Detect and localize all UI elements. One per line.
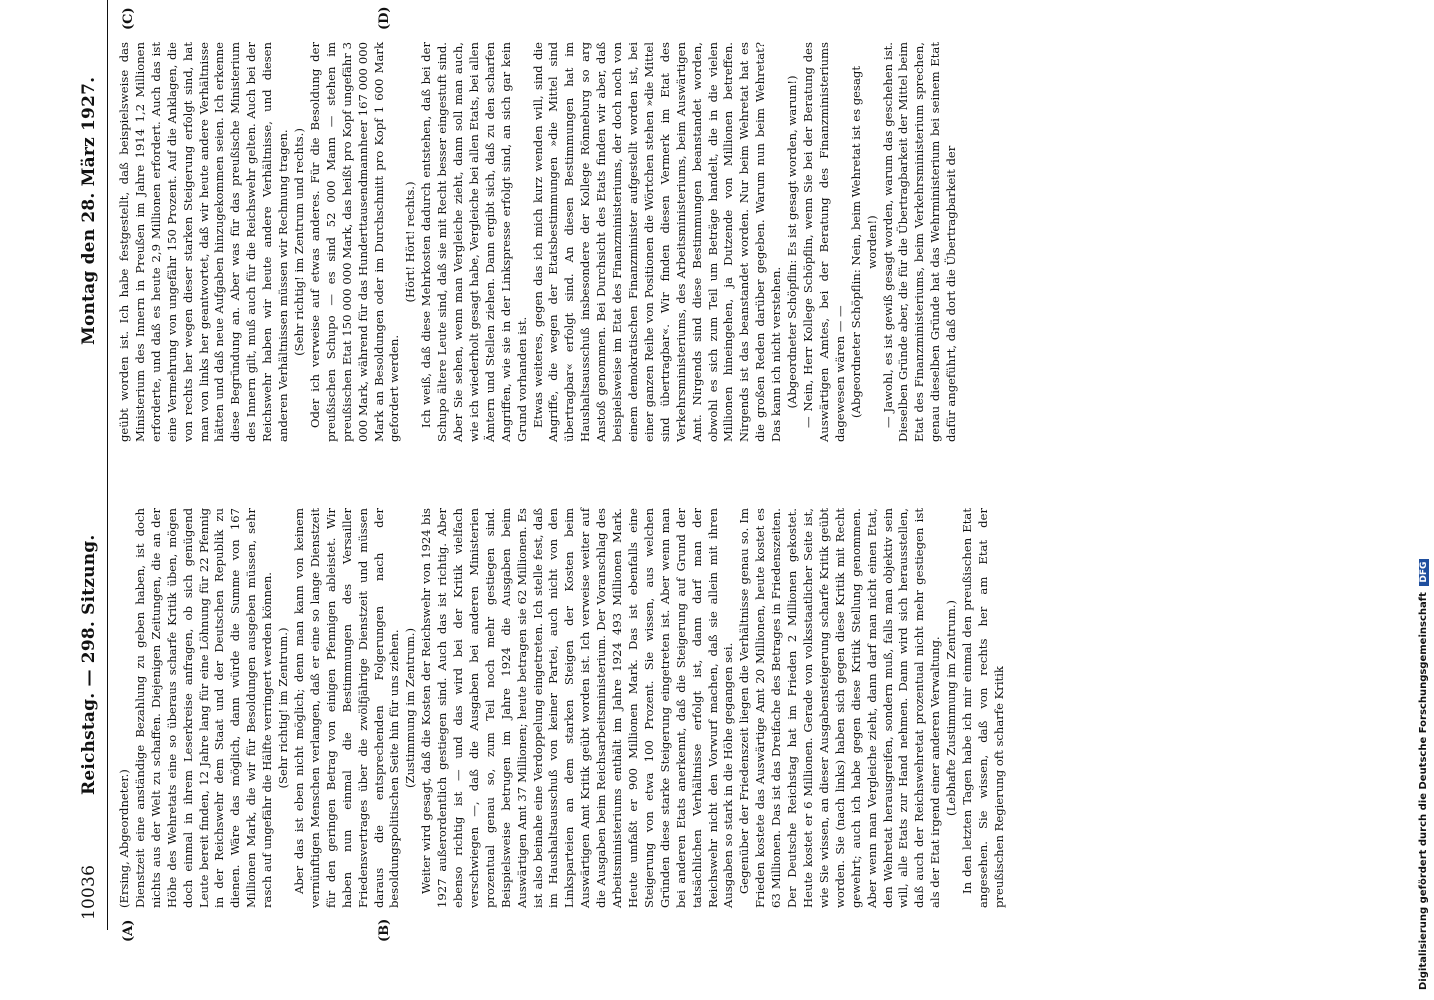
document-page	[77, 0, 1006, 942]
interjection: (Lebhafte Zustimmung im Zentrum.)	[944, 600, 959, 816]
paragraph: Aber das ist eben nicht möglich; denn man kann von keinem vernünftigen Menschen verlangen, daß er eine so lange Dienstzeit für den geringen Betrag von einigen Pfennigen ableistet. Wir haben nun einmal die Bestimmungen des Versailler Friedensvertrages über die zwölfjährige Dienstzeit und müssen daraus die entsprechenden Folgerungen nach der besoldungspolitischen Seite hin für uns ziehen.	[291, 508, 402, 908]
paragraph: (Ersing, Abgeordneter.)	[117, 769, 131, 908]
paragraph: Oder ich verweise auf etwas anderes. Für die Besoldung der preußischen Schupo — es sind 52 000 Mann — stehen im preußischen Etat 150 000 000 Mark, das heißt pro Kopf ungefähr 3 000 Mark, während für das Hunderttausendmannheer 167 000 000 Mark an Besoldungen oder im Durchschnitt pro Kopf 1 600 Mark gefordert werden.	[307, 42, 402, 442]
paragraph: Dienstzeit eine anständige Bezahlung zu geben haben, ist doch nichts aus der Welt zu schaffen. Diejenigen Zeitungen, die an der Höhe des Wehretats eine so überaus scharfe Kritik üben, mögen doch einmal in ihrem Leserkreise anfragen, ob sich genügend Leute bereit finden, 12 Jahre lang für eine Löhnung für 22 Pfennig in der Reichswehr dem Staat und der Deutschen Republik zu dienen. Wäre das möglich, dann würde die Summe von 167 Millionen Mark, die wir für Besoldungen ausgeben müssen, sehr rasch auf ungefähr die Hälfte verringert werden können.	[132, 508, 275, 908]
margin-marker-c: (C)	[121, 7, 136, 30]
header-left-title: Reichstag. — 298. Sitzung.	[79, 534, 99, 795]
paragraph: Gegenüber der Friedenszeit liegen die Verhältnisse genau so. Im Frieden kostete das Auswärtige Amt 20 Millionen, heute kostet es 63 Millionen. Das ist das Dreifache des Betrages in Friedenszeiten. Der Deutsche Reichstag hat im Frieden 2 Millionen gekostet. Heute kostet er 6 Millionen. Gerade von volksstaatlicher Seite ist, wie Sie wissen, an dieser Ausgabensteigerung scharfe Kritik geübt worden. Sie (nach links) haben sich gegen diese Kritik mit Recht gewehrt; auch ich habe gegen diese Kritik Stellung genommen. Aber wenn man Vergleiche zieht, dann darf man nicht einen Etat, den Wehretat herausgreifen, sondern muß, falls man objektiv sein will, alle Etats zur Hand nehmen. Dann wird sich herausstellen, daß auch der Reichswehretat prozentual nicht mehr gestiegen ist als der Etat irgend einer anderen Verwaltung.	[737, 508, 943, 908]
paragraph: In den letzten Tagen habe ich mir einmal den preußischen Etat angesehen. Sie wissen, daß von rechts her am Etat der preußischen Regierung oft scharfe Kritik	[960, 508, 1006, 908]
margin-marker-a: (A)	[121, 919, 136, 942]
interjection: (Abgeordneter Schöpflin: Nein, beim Wehretat ist es gesagt worden!)	[848, 66, 879, 418]
paragraph: Ich weiß, daß diese Mehrkosten dadurch entstehen, daß bei der Schupo ältere Leute sind, daß sie mit Recht besser eingestuft sind. Aber Sie sehen, wenn man Vergleiche zieht, dann soll man auch, wie ich wiederholt gesagt habe, Vergleiche bei allen Etats, bei allen Ämtern und Stellen ziehen. Dann ergibt sich, daß zu den scharfen Angriffen, wie sie in der Linkspresse erfolgt sind, an sich gar kein Grund vorhanden ist.	[419, 42, 529, 442]
interjection: (Sehr richtig! im Zentrum.)	[276, 627, 291, 789]
header-rule	[107, 0, 108, 930]
interjection: (Hört! Hört! rechts.)	[403, 181, 418, 303]
paragraph: — Nein, Herr Kollege Schöpflin, wenn Sie bei der Beratung des Auswärtigen Amtes, bei der Beratung des Finanzministeriums dagewesen wären — —	[800, 42, 847, 442]
dfg-logo: DFG	[1419, 559, 1429, 586]
page-header	[77, 0, 105, 930]
interjection: (Zustimmung im Zentrum.)	[403, 627, 418, 789]
interjection: (Abgeordneter Schöpflin: Es ist gesagt worden, warum!)	[785, 75, 800, 409]
paragraph: Etwas weiteres, gegen das ich mich kurz wenden will, sind die Angriffe, die wegen der Etatsbestimmungen »die Mittel sind übertragbar« erfolgt sind. An diesen Bestimmungen hat im Haushaltsausschuß insbesondere der Kollege Rönneburg so arg Anstoß genommen. Bei Durchsicht des Etats finden wir aber, daß beispielsweise im Etat des Finanzministeriums, der doch noch von einem demokratischen Finanzminister aufgestellt worden ist, bei einer ganzen Reihe von Positionen die Wörtchen stehen »die Mittel sind übertragbar«. Wir finden diesen Vermerk im Etat des Verkehrsministeriums, des Arbeitsministeriums, beim Auswärtigen Amt. Nirgends sind diese Bestimmungen beanstandet worden, obwohl es sich zum Teil um Beträge handelt, die in die vielen Millionen hineingehen, ja Dutzende von Millionen betreffen. Nirgends ist das beanstandet worden. Nur beim Wehretat hat es die großen Reden darüber gegeben. Warum nun beim Wehretat? Das kann ich nicht verstehen.	[530, 42, 784, 442]
paragraph: Weiter wird gesagt, daß die Kosten der Reichswehr von 1924 bis 1927 außerordentlich gestiegen sind. Auch das ist richtig. Aber ebenso richtig ist — und das wird bei der Kritik vielfach verschwiegen —, daß die Ausgaben bei anderen Ministerien prozentual genau so, zum Teil noch mehr gestiegen sind. Beispielsweise betrugen im Jahre 1924 die Ausgaben beim Auswärtigen Amt 37 Millionen; heute betragen sie 62 Millionen. Es ist also beinahe eine Verdoppelung eingetreten. Ich stelle fest, daß im Haushaltsausschuß von keiner Partei, auch nicht von den Linksparteien an dem starken Steigen der Kosten beim Auswärtigen Amt Kritik geübt worden ist. Ich verweise weiter auf die Ausgaben beim Reichsarbeitsministerium. Der Voranschlag des Arbeitsministeriums enthält im Jahre 1924 493 Millionen Mark. Heute umfaßt er 900 Millionen Mark. Das ist ebenfalls eine Steigerung von etwa 100 Prozent. Sie wissen, aus welchen Gründen diese starke Steigerung eingetreten ist. Aber wenn man bei anderen Etats anerkennt, daß die Steigerung auf Grund der tatsächlichen Verhältnisse erfolgt ist, dann darf man der Reichswehr nicht den Vorwurf machen, daß sie allein mit ihren Ausgaben so stark in die Höhe gegangen sei.	[419, 508, 736, 908]
paragraph: — Jawohl, es ist gewiß gesagt worden, warum das geschehen ist. Dieselben Gründe aber, die für die Übertragbarkeit der Mittel beim Etat des Finanzministeriums, beim Verkehrsministerium sprechen, genau dieselben Gründe hat das Wehrministerium bei seinem Etat dafür angeführt, daß dort die Übertragbarkeit der	[880, 42, 959, 442]
text-column-right	[117, 42, 960, 442]
margin-marker-b: (B)	[377, 918, 392, 942]
text-column-left	[117, 508, 1008, 908]
paragraph: geübt worden ist. Ich habe festgestellt, daß beispielsweise das Ministerium des Innern in Preußen im Jahre 1914 1,2 Millionen erforderte, und daß es heute 2,9 Millionen erfordert. Auch das ist eine Vermehrung von ungefähr 150 Prozent. Auf die Anklagen, die von rechts her wegen dieser starken Steigerung erfolgt sind, hat man von links her geantwortet, daß wir heute andere Verhältnisse hätten und daß neue Aufgaben hinzugekommen seien. Ich erkenne diese Begründung an. Aber was für das preußische Ministerium des Innern gilt, muß auch für die Reichswehr gelten. Auch bei der Reichswehr haben wir heute andere Verhältnisse, und diesen anderen Verhältnissen müssen wir Rechnung tragen.	[117, 42, 291, 442]
interjection: (Sehr richtig! im Zentrum und rechts.)	[291, 128, 306, 356]
header-right-date: Montag den 28. März 1927.	[79, 76, 99, 345]
digitization-credit	[1418, 559, 1429, 990]
page-number: 10036	[79, 864, 99, 920]
margin-marker-d: (D)	[377, 6, 392, 30]
credit-text: Digitalisierung gefördert durch die Deutsche Forschungsgemeinschaft	[1418, 592, 1429, 990]
